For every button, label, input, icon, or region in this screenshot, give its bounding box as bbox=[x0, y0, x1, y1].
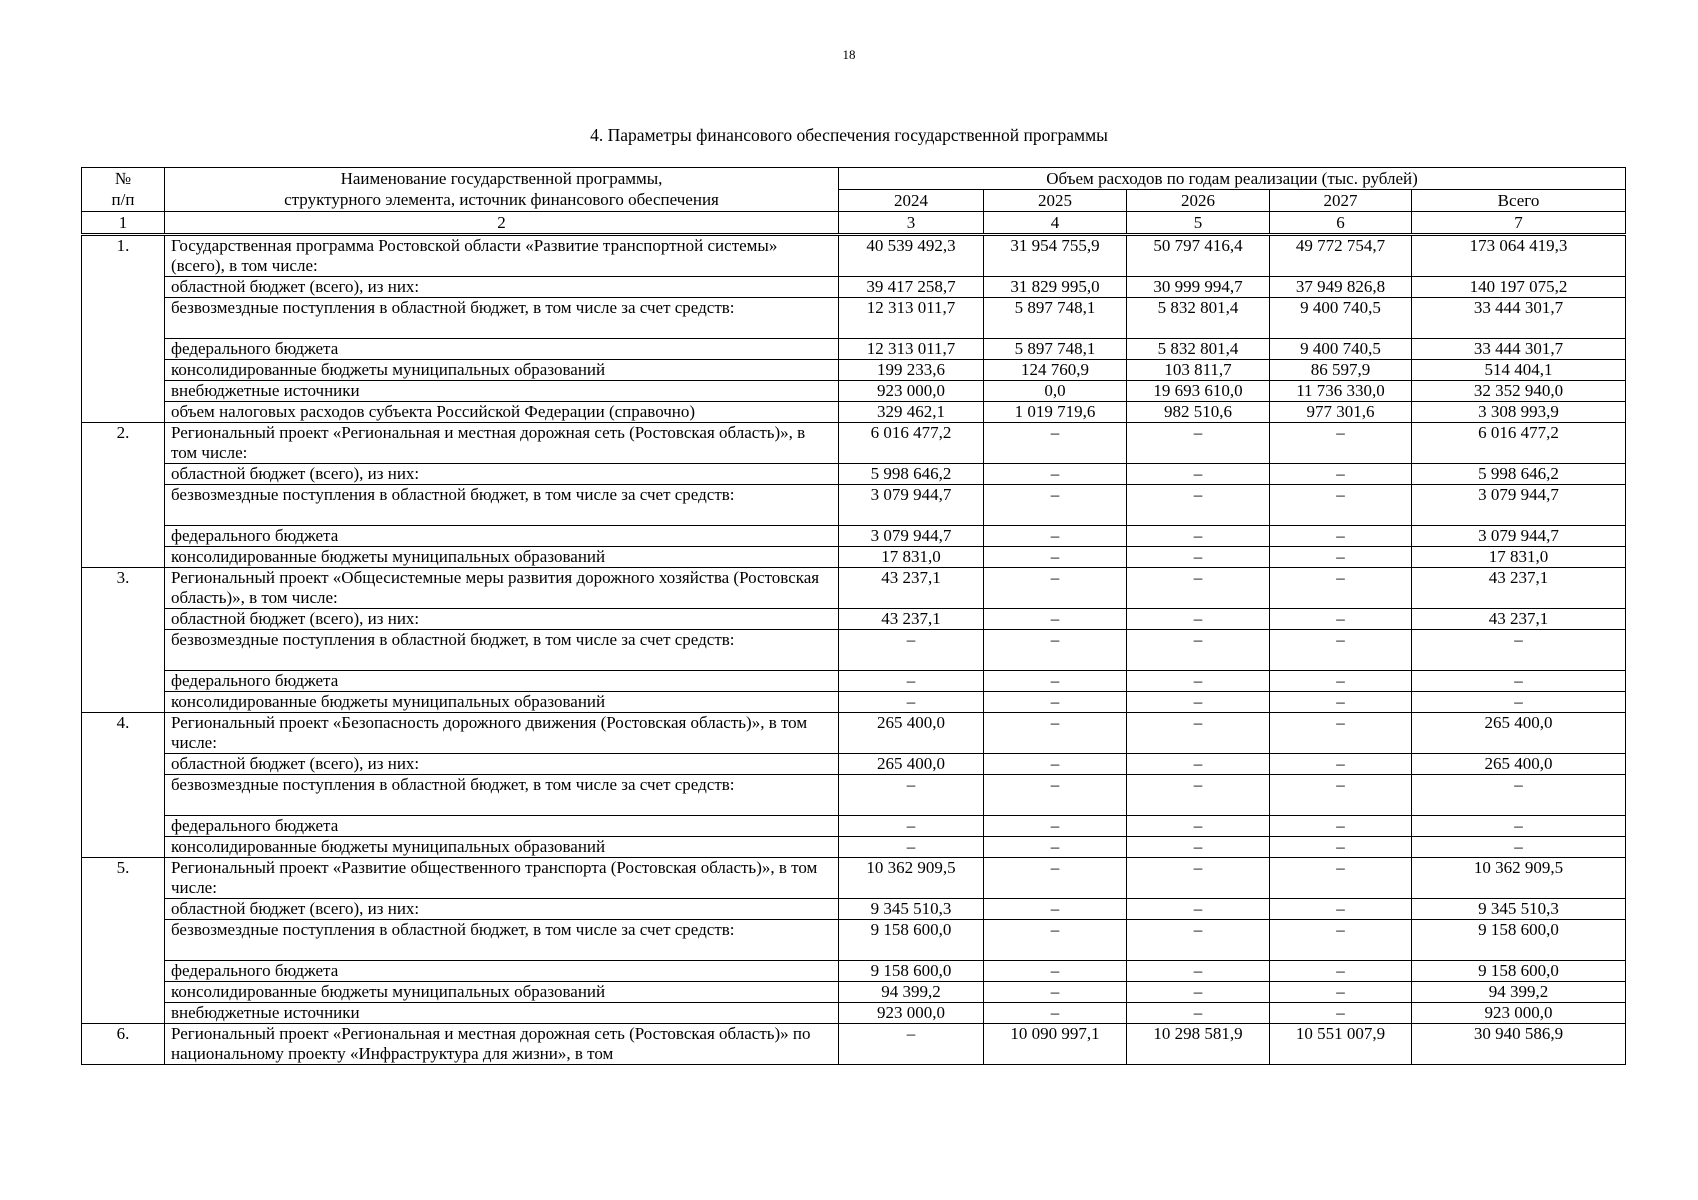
row-name: областной бюджет (всего), из них: bbox=[165, 277, 839, 298]
row-year-value: – bbox=[1127, 754, 1270, 775]
row-year-value: – bbox=[1127, 920, 1270, 961]
header-year: 2027 bbox=[1270, 190, 1412, 212]
row-year-value: – bbox=[984, 485, 1127, 526]
column-number: 4 bbox=[984, 212, 1127, 235]
row-name: областной бюджет (всего), из них: bbox=[165, 754, 839, 775]
row-total-value: 3 079 944,7 bbox=[1412, 526, 1626, 547]
row-year-value: 19 693 610,0 bbox=[1127, 381, 1270, 402]
row-year-value: 9 400 740,5 bbox=[1270, 298, 1412, 339]
row-year-value: 17 831,0 bbox=[839, 547, 984, 568]
table-row bbox=[82, 961, 1626, 982]
row-year-value: 9 345 510,3 bbox=[839, 899, 984, 920]
table-row bbox=[82, 277, 1626, 298]
row-year-value: – bbox=[1270, 816, 1412, 837]
row-total-value: 33 444 301,7 bbox=[1412, 298, 1626, 339]
table-row bbox=[82, 630, 1626, 671]
table-row bbox=[82, 1003, 1626, 1024]
row-year-value: – bbox=[1270, 775, 1412, 816]
row-number: 1. bbox=[82, 235, 165, 423]
column-number: 5 bbox=[1127, 212, 1270, 235]
page-number: 18 bbox=[842, 47, 856, 62]
row-name: безвозмездные поступления в областной бюджет, в том числе за счет средств: bbox=[165, 298, 839, 339]
table-row bbox=[82, 235, 1626, 277]
row-year-value: – bbox=[984, 692, 1127, 713]
column-number: 2 bbox=[165, 212, 839, 235]
row-total-value: 3 079 944,7 bbox=[1412, 485, 1626, 526]
row-year-value: – bbox=[1270, 526, 1412, 547]
table-row bbox=[82, 982, 1626, 1003]
row-name: консолидированные бюджеты муниципальных образований bbox=[165, 692, 839, 713]
row-year-value: – bbox=[984, 464, 1127, 485]
row-year-value: – bbox=[1127, 713, 1270, 754]
row-year-value: – bbox=[1270, 961, 1412, 982]
row-name: Региональный проект «Безопасность дорожного движения (Ростовская область)», в том числе: bbox=[165, 713, 839, 754]
row-year-value: 10 090 997,1 bbox=[984, 1024, 1127, 1065]
table-row bbox=[82, 899, 1626, 920]
row-year-value: – bbox=[984, 609, 1127, 630]
row-year-value: – bbox=[1127, 816, 1270, 837]
row-year-value: 43 237,1 bbox=[839, 609, 984, 630]
row-name: безвозмездные поступления в областной бюджет, в том числе за счет средств: bbox=[165, 485, 839, 526]
column-number: 6 bbox=[1270, 212, 1412, 235]
row-year-value: – bbox=[1270, 920, 1412, 961]
table-row bbox=[82, 754, 1626, 775]
row-year-value: 1 019 719,6 bbox=[984, 402, 1127, 423]
row-name: федерального бюджета bbox=[165, 671, 839, 692]
row-total-value: 33 444 301,7 bbox=[1412, 339, 1626, 360]
row-number: 4. bbox=[82, 713, 165, 858]
row-total-value: – bbox=[1412, 837, 1626, 858]
table-row bbox=[82, 671, 1626, 692]
row-year-value: – bbox=[984, 837, 1127, 858]
table-row bbox=[82, 692, 1626, 713]
row-name: федерального бюджета bbox=[165, 339, 839, 360]
row-year-value: 103 811,7 bbox=[1127, 360, 1270, 381]
row-name: внебюджетные источники bbox=[165, 381, 839, 402]
row-total-value: 923 000,0 bbox=[1412, 1003, 1626, 1024]
header-volume: Объем расходов по годам реализации (тыс. рублей) bbox=[839, 168, 1626, 190]
row-year-value: – bbox=[984, 858, 1127, 899]
row-year-value: – bbox=[1270, 630, 1412, 671]
row-year-value: – bbox=[839, 692, 984, 713]
header-row-1 bbox=[82, 168, 1626, 190]
table-row bbox=[82, 360, 1626, 381]
row-year-value: 3 079 944,7 bbox=[839, 485, 984, 526]
row-year-value: – bbox=[1127, 671, 1270, 692]
row-year-value: 982 510,6 bbox=[1127, 402, 1270, 423]
row-total-value: 43 237,1 bbox=[1412, 609, 1626, 630]
row-year-value: – bbox=[1270, 858, 1412, 899]
table-row bbox=[82, 713, 1626, 754]
table-row bbox=[82, 1024, 1626, 1065]
row-name: федерального бюджета bbox=[165, 961, 839, 982]
row-year-value: – bbox=[1127, 837, 1270, 858]
row-year-value: 9 158 600,0 bbox=[839, 920, 984, 961]
row-year-value: 3 079 944,7 bbox=[839, 526, 984, 547]
header-number-line2: п/п bbox=[111, 190, 135, 209]
row-year-value: 11 736 330,0 bbox=[1270, 381, 1412, 402]
row-year-value: 50 797 416,4 bbox=[1127, 235, 1270, 277]
table-row bbox=[82, 464, 1626, 485]
row-total-value: – bbox=[1412, 630, 1626, 671]
row-number: 2. bbox=[82, 423, 165, 568]
row-year-value: – bbox=[1127, 899, 1270, 920]
table-row bbox=[82, 423, 1626, 464]
row-year-value: – bbox=[1270, 423, 1412, 464]
row-year-value: 10 551 007,9 bbox=[1270, 1024, 1412, 1065]
row-name: Региональный проект «Общесистемные меры развития дорожного хозяйства (Ростовская область)», в том числе: bbox=[165, 568, 839, 609]
row-year-value: 86 597,9 bbox=[1270, 360, 1412, 381]
row-year-value: – bbox=[1127, 423, 1270, 464]
row-year-value: 10 362 909,5 bbox=[839, 858, 984, 899]
row-name: федерального бюджета bbox=[165, 526, 839, 547]
header-name bbox=[165, 168, 839, 212]
row-total-value: – bbox=[1412, 692, 1626, 713]
row-total-value: 5 998 646,2 bbox=[1412, 464, 1626, 485]
row-year-value: – bbox=[1270, 899, 1412, 920]
row-year-value: – bbox=[839, 630, 984, 671]
row-total-value: 9 158 600,0 bbox=[1412, 961, 1626, 982]
row-year-value: 5 897 748,1 bbox=[984, 298, 1127, 339]
table-row bbox=[82, 775, 1626, 816]
row-year-value: – bbox=[1127, 692, 1270, 713]
row-year-value: 923 000,0 bbox=[839, 1003, 984, 1024]
row-year-value: – bbox=[984, 526, 1127, 547]
row-year-value: – bbox=[1270, 713, 1412, 754]
header-number bbox=[82, 168, 165, 212]
table-row bbox=[82, 837, 1626, 858]
row-year-value: 5 897 748,1 bbox=[984, 339, 1127, 360]
row-year-value: – bbox=[1270, 464, 1412, 485]
row-year-value: 94 399,2 bbox=[839, 982, 984, 1003]
section-title: 4. Параметры финансового обеспечения государственной программы bbox=[590, 125, 1108, 145]
row-year-value: 5 998 646,2 bbox=[839, 464, 984, 485]
row-total-value: 32 352 940,0 bbox=[1412, 381, 1626, 402]
table-row bbox=[82, 339, 1626, 360]
row-name: безвозмездные поступления в областной бюджет, в том числе за счет средств: bbox=[165, 630, 839, 671]
row-year-value: – bbox=[984, 423, 1127, 464]
row-year-value: – bbox=[839, 1024, 984, 1065]
row-total-value: 140 197 075,2 bbox=[1412, 277, 1626, 298]
row-total-value: – bbox=[1412, 671, 1626, 692]
financing-table bbox=[81, 167, 1626, 1065]
row-year-value: – bbox=[839, 671, 984, 692]
row-year-value: 30 999 994,7 bbox=[1127, 277, 1270, 298]
table-row bbox=[82, 298, 1626, 339]
row-total-value: 17 831,0 bbox=[1412, 547, 1626, 568]
table-row bbox=[82, 858, 1626, 899]
row-year-value: – bbox=[984, 899, 1127, 920]
row-year-value: 0,0 bbox=[984, 381, 1127, 402]
row-year-value: 31 829 995,0 bbox=[984, 277, 1127, 298]
row-total-value: 9 345 510,3 bbox=[1412, 899, 1626, 920]
table-row bbox=[82, 547, 1626, 568]
row-year-value: – bbox=[1270, 609, 1412, 630]
row-year-value: – bbox=[1127, 1003, 1270, 1024]
row-year-value: 329 462,1 bbox=[839, 402, 984, 423]
row-year-value: – bbox=[984, 1003, 1127, 1024]
row-total-value: – bbox=[1412, 816, 1626, 837]
header-name-line2: структурного элемента, источник финансового обеспечения bbox=[284, 190, 719, 209]
table-body bbox=[82, 235, 1626, 1065]
row-name: консолидированные бюджеты муниципальных образований bbox=[165, 982, 839, 1003]
row-year-value: – bbox=[984, 754, 1127, 775]
row-name: объем налоговых расходов субъекта Российской Федерации (справочно) bbox=[165, 402, 839, 423]
row-year-value: 40 539 492,3 bbox=[839, 235, 984, 277]
row-year-value: – bbox=[1127, 609, 1270, 630]
row-name: Региональный проект «Развитие общественного транспорта (Ростовская область)», в том числе: bbox=[165, 858, 839, 899]
row-name: консолидированные бюджеты муниципальных образований bbox=[165, 360, 839, 381]
row-total-value: 514 404,1 bbox=[1412, 360, 1626, 381]
row-total-value: 43 237,1 bbox=[1412, 568, 1626, 609]
column-number: 7 bbox=[1412, 212, 1626, 235]
row-year-value: – bbox=[984, 713, 1127, 754]
row-number: 6. bbox=[82, 1024, 165, 1065]
row-year-value: 37 949 826,8 bbox=[1270, 277, 1412, 298]
row-year-value: – bbox=[1270, 982, 1412, 1003]
row-number: 5. bbox=[82, 858, 165, 1024]
row-year-value: 124 760,9 bbox=[984, 360, 1127, 381]
row-year-value: – bbox=[1127, 568, 1270, 609]
row-year-value: – bbox=[1270, 568, 1412, 609]
row-total-value: 265 400,0 bbox=[1412, 754, 1626, 775]
row-name: безвозмездные поступления в областной бюджет, в том числе за счет средств: bbox=[165, 920, 839, 961]
column-number: 3 bbox=[839, 212, 984, 235]
row-year-value: – bbox=[1270, 1003, 1412, 1024]
row-year-value: – bbox=[1270, 754, 1412, 775]
row-year-value: – bbox=[984, 920, 1127, 961]
row-year-value: 5 832 801,4 bbox=[1127, 339, 1270, 360]
row-year-value: 12 313 011,7 bbox=[839, 339, 984, 360]
row-name: Государственная программа Ростовской области «Развитие транспортной системы» (всего), в том числе: bbox=[165, 235, 839, 277]
header-year: 2024 bbox=[839, 190, 984, 212]
row-year-value: 9 400 740,5 bbox=[1270, 339, 1412, 360]
row-year-value: 12 313 011,7 bbox=[839, 298, 984, 339]
row-year-value: 265 400,0 bbox=[839, 754, 984, 775]
row-year-value: 39 417 258,7 bbox=[839, 277, 984, 298]
header-number-line1: № bbox=[114, 169, 132, 188]
row-name: безвозмездные поступления в областной бюджет, в том числе за счет средств: bbox=[165, 775, 839, 816]
row-year-value: – bbox=[1127, 775, 1270, 816]
row-year-value: – bbox=[1270, 837, 1412, 858]
row-year-value: 923 000,0 bbox=[839, 381, 984, 402]
row-year-value: – bbox=[839, 775, 984, 816]
row-year-value: – bbox=[839, 816, 984, 837]
table-row bbox=[82, 609, 1626, 630]
row-year-value: 49 772 754,7 bbox=[1270, 235, 1412, 277]
row-year-value: – bbox=[1270, 692, 1412, 713]
row-year-value: – bbox=[1270, 547, 1412, 568]
row-year-value: 31 954 755,9 bbox=[984, 235, 1127, 277]
row-year-value: – bbox=[1127, 547, 1270, 568]
row-total-value: 173 064 419,3 bbox=[1412, 235, 1626, 277]
row-year-value: – bbox=[1127, 485, 1270, 526]
column-numbers-row bbox=[82, 212, 1626, 235]
row-year-value: 5 832 801,4 bbox=[1127, 298, 1270, 339]
header-year: 2026 bbox=[1127, 190, 1270, 212]
row-name: консолидированные бюджеты муниципальных образований bbox=[165, 547, 839, 568]
row-year-value: – bbox=[1127, 526, 1270, 547]
row-name: Региональный проект «Региональная и местная дорожная сеть (Ростовская область)», в том числе: bbox=[165, 423, 839, 464]
table-row bbox=[82, 526, 1626, 547]
row-name: Региональный проект «Региональная и местная дорожная сеть (Ростовская область)» по национальному проекту «Инфраструктура для жизни», в том bbox=[165, 1024, 839, 1065]
row-year-value: – bbox=[984, 982, 1127, 1003]
row-total-value: 6 016 477,2 bbox=[1412, 423, 1626, 464]
row-year-value: 199 233,6 bbox=[839, 360, 984, 381]
row-total-value: 265 400,0 bbox=[1412, 713, 1626, 754]
row-year-value: – bbox=[984, 671, 1127, 692]
row-year-value: 9 158 600,0 bbox=[839, 961, 984, 982]
row-year-value: – bbox=[1127, 464, 1270, 485]
row-year-value: – bbox=[984, 775, 1127, 816]
table-row bbox=[82, 402, 1626, 423]
row-year-value: – bbox=[984, 816, 1127, 837]
table-row bbox=[82, 816, 1626, 837]
table-row bbox=[82, 485, 1626, 526]
row-name: консолидированные бюджеты муниципальных образований bbox=[165, 837, 839, 858]
row-name: областной бюджет (всего), из них: bbox=[165, 609, 839, 630]
row-year-value: 6 016 477,2 bbox=[839, 423, 984, 464]
row-year-value: 977 301,6 bbox=[1270, 402, 1412, 423]
row-year-value: – bbox=[1127, 858, 1270, 899]
row-year-value: – bbox=[984, 568, 1127, 609]
row-year-value: – bbox=[1127, 982, 1270, 1003]
row-year-value: – bbox=[984, 547, 1127, 568]
row-name: областной бюджет (всего), из них: bbox=[165, 464, 839, 485]
row-year-value: – bbox=[839, 837, 984, 858]
table-row bbox=[82, 920, 1626, 961]
row-year-value: – bbox=[1270, 671, 1412, 692]
row-year-value: 265 400,0 bbox=[839, 713, 984, 754]
table-row bbox=[82, 568, 1626, 609]
row-total-value: – bbox=[1412, 775, 1626, 816]
row-number: 3. bbox=[82, 568, 165, 713]
row-total-value: 94 399,2 bbox=[1412, 982, 1626, 1003]
table-row bbox=[82, 381, 1626, 402]
header-total: Всего bbox=[1412, 190, 1626, 212]
row-year-value: – bbox=[1270, 485, 1412, 526]
row-total-value: 3 308 993,9 bbox=[1412, 402, 1626, 423]
header-name-line1: Наименование государственной программы, bbox=[340, 169, 663, 188]
row-name: федерального бюджета bbox=[165, 816, 839, 837]
row-year-value: – bbox=[1127, 630, 1270, 671]
row-year-value: 43 237,1 bbox=[839, 568, 984, 609]
row-year-value: 10 298 581,9 bbox=[1127, 1024, 1270, 1065]
row-year-value: – bbox=[984, 961, 1127, 982]
row-name: внебюджетные источники bbox=[165, 1003, 839, 1024]
row-total-value: 9 158 600,0 bbox=[1412, 920, 1626, 961]
column-number: 1 bbox=[82, 212, 165, 235]
row-total-value: 10 362 909,5 bbox=[1412, 858, 1626, 899]
row-year-value: – bbox=[1127, 961, 1270, 982]
row-total-value: 30 940 586,9 bbox=[1412, 1024, 1626, 1065]
row-year-value: – bbox=[984, 630, 1127, 671]
header-year: 2025 bbox=[984, 190, 1127, 212]
row-name: областной бюджет (всего), из них: bbox=[165, 899, 839, 920]
